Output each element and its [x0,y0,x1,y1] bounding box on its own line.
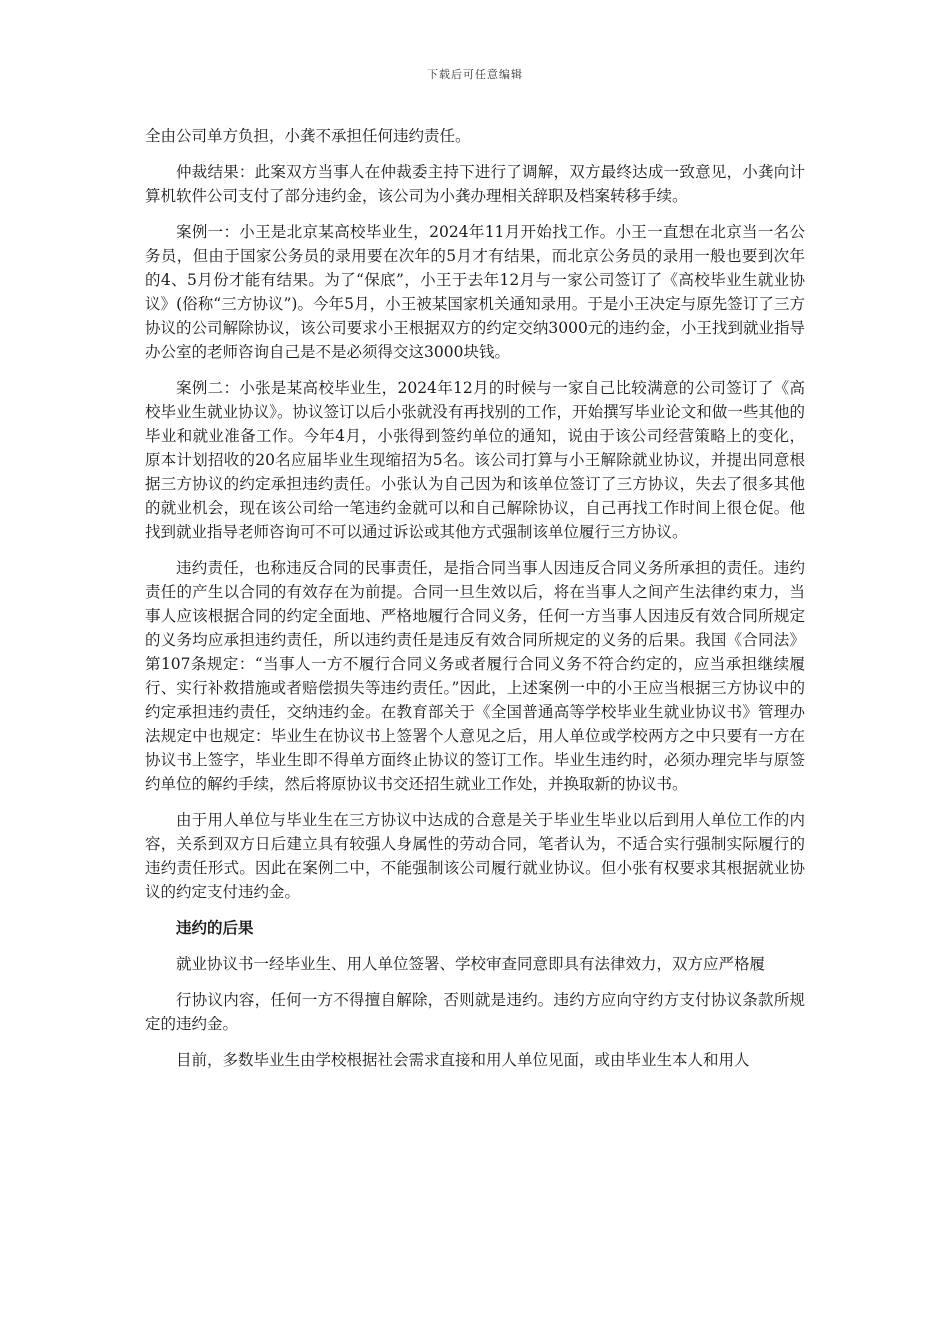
section-heading: 违约的后果 [176,919,254,937]
paragraph-case-two-analysis: 由于用人单位与毕业生在三方协议中达成的合意是关于毕业生毕业以后到用人单位工作的内容，关系到双方日后建立具有较强人身属性的劳动合同，笔者认为，不适合实行强制实际履行的违约责任形式。因此在案例二中，不能强制该公司履行就业协议。但小张有权要求其根据就业协议的约定支付违约金。 [145,811,805,901]
paragraph-liability-definition: 违约责任，也称违反合同的民事责任，是指合同当事人因违反合同义务所承担的责任。违约责任的产生以合同的有效存在为前提。合同一旦生效以后，将在当事人之间产生法律约束力，当事人应该根据合同的约定全面地、严格地履行合同义务，任何一方当事人因违反有效合同所规定的义务均应承担违约责任，所以违约责任是违反有效合同所规定的义务的后果。我国《合同法》第107条规定：“当事人一方不履行合同义务或者履行合同义务不符合约定的，应当承担继续履行、实行补救措施或者赔偿损失等违约责任。”因此，上述案例一中的小王应当根据三方协议中的约定承担违约责任，交纳违约金。在教育部关于《全国普通高等学校毕业生就业协议书》管理办法规定中也规定：毕业生在协议书上签署个人意见之后，用人单位或学校两方之中只要有一方在协议书上签字，毕业生即不得单方面终止协议的签订工作。毕业生违约时，必须办理完毕与原签约单位的解约手续，然后将原协议书交还招生就业工作处，并换取新的协议书。 [145,559,805,793]
document-body [145,124,805,1084]
page-header-note: 下载后可任意编辑 [427,68,523,81]
paragraph-continuation: 全由公司单方负担，小龚不承担任何违约责任。 [145,127,471,145]
paragraph-case-two: 案例二：小张是某高校毕业生，2024年12月的时候与一家自己比较满意的公司签订了《高校毕业生就业协议》。协议签订以后小张就没有再找别的工作，开始撰写毕业论文和做一些其他的毕业和就业准备工作。今年4月，小张得到签约单位的通知，说由于该公司经营策略上的变化，原本计划招收的20名应届毕业生现缩招为5名。该公司打算与小王解除就业协议，并提出同意根据三方协议的约定承担违约责任。小张认为自己因为和该单位签订了三方协议，失去了很多其他的就业机会，现在该公司给一笔违约金就可以和自己解除协议，自己再找工作时间上很仓促。他找到就业指导老师咨询可不可以通过诉讼或其他方式强制该单位履行三方协议。 [145,379,805,541]
paragraph-agreement-effect: 就业协议书一经毕业生、用人单位签署、学校审查同意即具有法律效力，双方应严格履 [176,955,766,973]
paragraph-agreement-performance: 行协议内容，任何一方不得擅自解除，否则就是违约。违约方应向守约方支付协议条款所规定的违约金。 [145,991,805,1033]
paragraph-current-practice: 目前，多数毕业生由学校根据社会需求直接和用人单位见面，或由毕业生本人和用人 [176,1051,750,1069]
paragraph-case-one: 案例一：小王是北京某高校毕业生，2024年11月开始找工作。小王一直想在北京当一名公务员，但由于国家公务员的录用要在次年的5月才有结果，而北京公务员的录用一般也要到次年的4、5月份才能有结果。为了“保底”，小王于去年12月与一家公司签订了《高校毕业生就业协议》(俗称“三方协议”)。今年5月，小王被某国家机关通知录用。于是小王决定与原先签订了三方协议的公司解除协议，该公司要求小王根据双方的约定交纳3000元的违约金，小王找到就业指导办公室的老师咨询自己是不是必须得交这3000块钱。 [145,223,805,361]
paragraph-arbitration-result: 仲裁结果：此案双方当事人在仲裁委主持下进行了调解，双方最终达成一致意见，小龚向计算机软件公司支付了部分违约金，该公司为小龚办理相关辞职及档案转移手续。 [145,163,805,205]
